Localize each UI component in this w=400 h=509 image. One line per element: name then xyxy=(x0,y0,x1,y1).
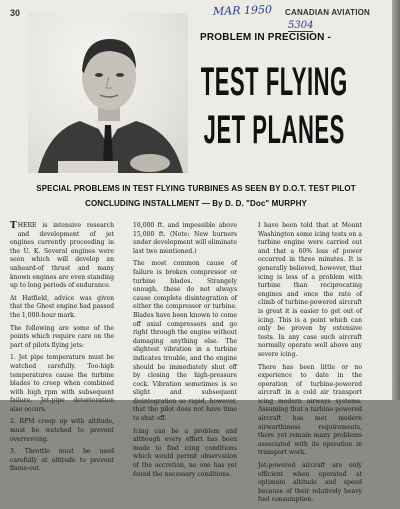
journal-name: CANADIAN AVIATION xyxy=(285,8,371,17)
article-subhead: SPECIAL PROBLEMS IN TEST FLYING TURBINES AS SEEN BY D.O.T. TEST PILOT xyxy=(36,184,356,193)
text-column-1 xyxy=(10,222,114,478)
article-title xyxy=(200,58,348,154)
title-line-1: TEST FLYING xyxy=(200,60,348,104)
paragraph: I have been told that at Mount Washington some icing tests on a turbine engine were carried out and that a 60% loss of power occurred in three minutes. It is generally believed, however, that icing is less of a problem with turbine than reciprocating engines and once the rate of climb of turbine-powered aircraft is great it is easier to get out of icing. This is a point which can only be proven by extensive tests. In any case such aircraft normally operate well above any severe icing. xyxy=(258,222,362,358)
paragraph: T HERE is intensive research and development of jet engines currently proceeding in the U. K. Several engines were seen which will develop an unheard-of thrust and many known engines are even standing up to long periods of endurance. xyxy=(10,221,114,290)
paragraph: Icing can be a problem and although every effort has been made to find icing conditions which would permit observation of the accretion, no one has yet found the necessary conditions. xyxy=(133,427,237,478)
paragraph: 3. Throttle must be used carefully at altitude to prevent flame-out. xyxy=(10,448,114,473)
paragraph: At Hatfield, advice was given that the Ghost engine had passed the 1,000-hour mark. xyxy=(10,294,114,319)
paragraph: The following are some of the points which require care on the part of pilots flying jets: xyxy=(10,324,114,349)
stamp-number: 5304 xyxy=(288,20,314,31)
paragraph: 10,000 ft. and impossible above 15,000 ft. (Note: New burners under development will eliminate last two mentioned.) xyxy=(133,222,237,255)
page-edge xyxy=(392,0,400,400)
paragraph: There has been little or no experience to date in the operation of turbine-powered aircraft in a cold air transport icing modern airways systems. Assuming that a turbine-powered aircraft has met modern airworthiness requirements, there yet remain many problems associated with its operation in transport work. xyxy=(258,363,362,457)
portrait-illustration xyxy=(28,13,188,173)
page-number: 30 xyxy=(10,8,21,18)
paragraph: The most common cause of failure is broken compressor or turbine blades. Strangely enough, these do not always cause complete disintegration of either the compressor or turbine. Blades have been known to come off axial compressors and go right through the engine without damaging anything else. The slightest vibration in a turbine indicates trouble, and the engine should be immediately shut off by closing the high-pressure cock. Vibration sometimes is so slight and subsequent disintegration so rapid, however, that the pilot does not have time to shut off. xyxy=(133,260,237,423)
title-line-2: JET PLANES xyxy=(203,108,345,152)
paragraph: 1. Jet pipe temperature must be watched carefully. Too-high temperatures cause the turbine blades to creep when combined with high rpm with subsequent failure. Jet-pipe deterioration also occurs. xyxy=(10,354,114,413)
text-column-3 xyxy=(258,222,362,509)
portrait-photo xyxy=(28,13,188,173)
article-byline: CONCLUDING INSTALLMENT — By D. D. "Doc" MURPHY xyxy=(85,199,307,208)
paragraph: 2. RPM creep up with altitude, must be watched to prevent overrevving. xyxy=(10,418,114,443)
text-column-2 xyxy=(133,222,237,483)
drop-cap: T xyxy=(10,221,17,231)
paragraph: Jet-powered aircraft are only efficient when operated at optimum altitude and speed because of their relatively heavy fuel consumption. xyxy=(258,462,362,504)
handwritten-date: MAR 1950 xyxy=(212,2,273,19)
article-kicker: PROBLEM IN PRECISION - xyxy=(200,32,332,43)
